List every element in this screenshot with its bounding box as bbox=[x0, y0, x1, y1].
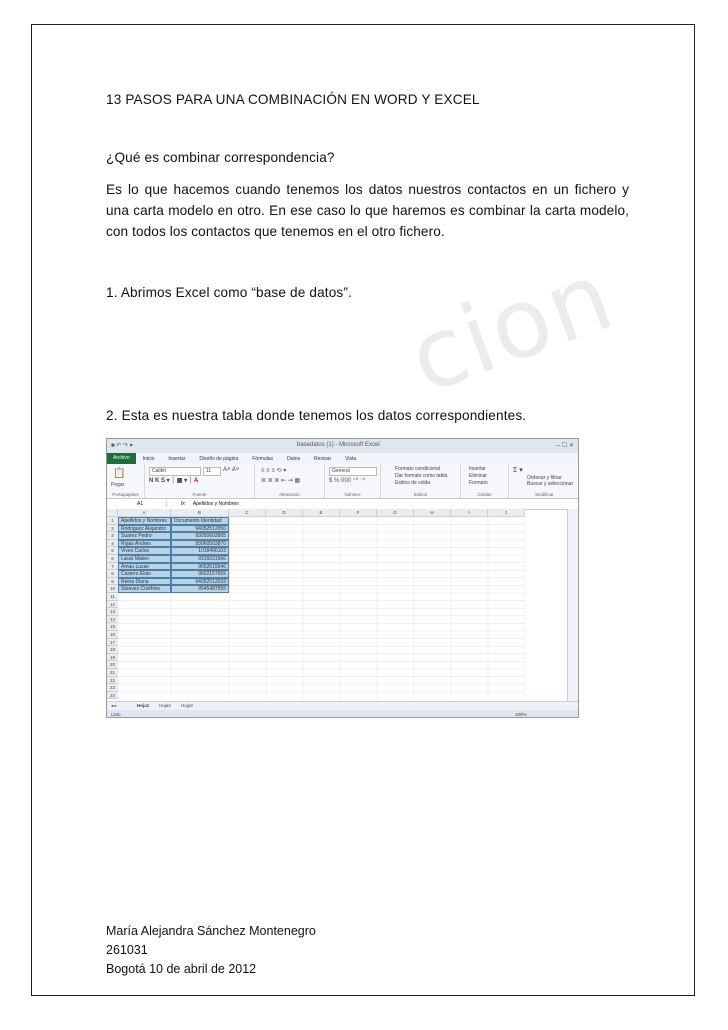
zoom-level[interactable]: 100% bbox=[515, 712, 527, 717]
row-header[interactable]: 5 bbox=[107, 547, 118, 555]
format-icons[interactable]: N K S ▾ │ ▦ ▾ │ A bbox=[149, 478, 199, 484]
table-cell[interactable]: 9652615546 bbox=[171, 563, 229, 571]
row-header[interactable]: 19 bbox=[107, 654, 118, 662]
table-cell[interactable]: Reina Diana bbox=[118, 578, 171, 586]
row-header[interactable]: 6 bbox=[107, 555, 118, 563]
student-code: 261031 bbox=[106, 943, 148, 957]
font-size-select[interactable]: 11 bbox=[203, 467, 221, 476]
footer bbox=[106, 922, 316, 979]
name-box[interactable]: A1 bbox=[107, 501, 167, 507]
sum-icon[interactable]: Σ ▾ bbox=[513, 467, 523, 474]
window-controls-icon: ─ ☐ ✕ bbox=[556, 443, 574, 449]
vertical-scrollbar[interactable] bbox=[567, 509, 578, 701]
header-cell[interactable]: Apellidos y Nombres bbox=[118, 517, 171, 525]
row-header[interactable]: 10 bbox=[107, 585, 118, 593]
number-format-select[interactable]: General bbox=[329, 467, 377, 476]
table-cell[interactable]: 94052512050 bbox=[171, 525, 229, 533]
paste-icon[interactable]: 📋 bbox=[113, 468, 126, 479]
grow-font-icon[interactable]: A˄ A˅ bbox=[223, 467, 240, 473]
tab-insertar[interactable]: Insertar bbox=[168, 455, 186, 462]
table-cell[interactable]: 9602157655 bbox=[171, 570, 229, 578]
column-header-c[interactable]: C bbox=[229, 509, 266, 517]
cells-item[interactable]: Eliminar bbox=[469, 473, 488, 479]
row-header[interactable]: 7 bbox=[107, 563, 118, 571]
status-bar bbox=[107, 710, 579, 718]
document-title: 13 PASOS PARA UNA COMBINACIÓN EN WORD Y EXCEL bbox=[106, 92, 480, 107]
group-label: Estilos bbox=[413, 492, 428, 497]
table-cell[interactable]: 94052512033 bbox=[171, 578, 229, 586]
tab-formulas[interactable]: Fórmulas bbox=[252, 455, 274, 462]
group-numero bbox=[325, 464, 381, 498]
row-header[interactable]: 22 bbox=[107, 677, 118, 685]
intro-paragraph: Es lo que hacemos cuando tenemos los datos nuestros contactos en un fichero y una carta modelo en otro. En ese caso lo que haremos es combinar la carta modelo, con todos los contactos que tenemos en el otro fichero. bbox=[106, 182, 629, 239]
sheet-tab-hoja1[interactable]: Hoja1 bbox=[137, 703, 150, 708]
tab-diseno[interactable]: Diseño de página bbox=[199, 455, 239, 462]
table-cell[interactable]: 93050603905 bbox=[171, 532, 229, 540]
column-header-e[interactable]: E bbox=[303, 509, 340, 517]
number-icons[interactable]: $ % 000 ⁺⁰ ⁻⁰ bbox=[329, 478, 366, 484]
group-label: Fuente bbox=[192, 492, 207, 497]
group-estilos bbox=[381, 464, 461, 498]
group-alineacion bbox=[255, 464, 325, 498]
excel-window-title: basedatos (1) - Microsoft Excel bbox=[297, 442, 380, 448]
row-header[interactable]: 4 bbox=[107, 540, 118, 548]
watermark: cion bbox=[395, 239, 628, 416]
row-header[interactable]: 11 bbox=[107, 593, 118, 601]
column-header-a[interactable]: A bbox=[118, 509, 171, 517]
paste-label: Pegar bbox=[111, 482, 125, 488]
tab-inicio[interactable]: Inicio bbox=[142, 455, 155, 462]
group-fuente bbox=[145, 464, 255, 498]
author-name: María Alejandra Sánchez Montenegro bbox=[106, 924, 316, 938]
group-label: Número bbox=[344, 492, 361, 497]
sheet-tab-hoja3[interactable]: Hoja3 bbox=[181, 703, 193, 708]
row-header[interactable]: 17 bbox=[107, 639, 118, 647]
styles-item[interactable]: Dar formato como tabla bbox=[395, 473, 448, 479]
table-cell[interactable]: Steeves Cristhine bbox=[118, 585, 171, 593]
row-header[interactable]: 23 bbox=[107, 684, 118, 692]
row-header[interactable]: 2 bbox=[107, 525, 118, 533]
find-select-button[interactable]: Buscar y seleccionar bbox=[527, 481, 574, 487]
group-label: Modificar bbox=[535, 492, 554, 497]
row-header[interactable]: 16 bbox=[107, 631, 118, 639]
styles-item[interactable]: Estilos de celda bbox=[395, 480, 431, 486]
row-header[interactable]: 9 bbox=[107, 578, 118, 586]
row-header[interactable]: 8 bbox=[107, 570, 118, 578]
column-header-j[interactable]: J bbox=[488, 509, 525, 517]
excel-title-bar bbox=[107, 439, 578, 453]
align-icons[interactable]: ≡ ≡ ≡ ⟲ ▾ bbox=[261, 468, 287, 474]
table-cell[interactable]: 9315031566 bbox=[171, 555, 229, 563]
styles-item[interactable]: Formato condicional bbox=[395, 466, 441, 472]
table-cell[interactable]: Amau Lucas bbox=[118, 563, 171, 571]
row-header[interactable]: 24 bbox=[107, 692, 118, 700]
table-cell[interactable]: Rojas Andres bbox=[118, 540, 171, 548]
fx-icon: fx bbox=[181, 501, 185, 507]
row-header[interactable]: 15 bbox=[107, 623, 118, 631]
row-header[interactable]: 20 bbox=[107, 661, 118, 669]
section-question: ¿Qué es combinar correspondencia? bbox=[106, 150, 335, 165]
cells-item[interactable]: Formato bbox=[469, 480, 488, 486]
header-cell[interactable]: Documento Identidad bbox=[171, 517, 229, 525]
ribbon-tabs bbox=[107, 453, 578, 464]
column-header-h[interactable]: H bbox=[414, 509, 451, 517]
column-header-d[interactable]: D bbox=[266, 509, 303, 517]
table-cell[interactable]: 9545487555 bbox=[171, 585, 229, 593]
row-header[interactable]: 1 bbox=[107, 517, 118, 525]
step-1: 1. Abrimos Excel como “base de datos”. bbox=[106, 285, 352, 300]
table-cell[interactable]: Suarez Pedro bbox=[118, 532, 171, 540]
tab-vista[interactable]: Vista bbox=[345, 455, 357, 462]
group-portapapeles bbox=[107, 464, 145, 498]
formula-input[interactable]: Apellidos y Nombres bbox=[192, 501, 239, 507]
ribbon bbox=[107, 464, 578, 499]
group-label: Celdas bbox=[477, 492, 492, 497]
row-header[interactable]: 14 bbox=[107, 616, 118, 624]
tab-revisar[interactable]: Revisar bbox=[314, 455, 332, 462]
row-header[interactable]: 3 bbox=[107, 532, 118, 540]
step-2: 2. Esta es nuestra tabla donde tenemos los datos correspondientes. bbox=[106, 408, 527, 423]
table-cell[interactable]: Rodriguez Alejandro bbox=[118, 525, 171, 533]
tab-archivo[interactable]: Archivo bbox=[107, 453, 136, 464]
table-cell[interactable]: Castero Elias bbox=[118, 570, 171, 578]
table-cell[interactable]: 1018466103 bbox=[171, 547, 229, 555]
table-cell[interactable]: Laras Mateo bbox=[118, 555, 171, 563]
sort-filter-button[interactable]: Ordenar y filtrar bbox=[527, 475, 562, 481]
row-header[interactable]: 13 bbox=[107, 608, 118, 616]
document-date: Bogotá 10 de abril de 2012 bbox=[106, 962, 257, 976]
tab-datos[interactable]: Datos bbox=[287, 455, 301, 462]
status-text: Listo bbox=[111, 712, 121, 717]
group-label: Alineación bbox=[279, 492, 300, 497]
row-header[interactable]: 18 bbox=[107, 646, 118, 654]
column-header-g[interactable]: G bbox=[377, 509, 414, 517]
column-header-b[interactable]: B bbox=[171, 509, 229, 517]
indent-icons[interactable]: ≣ ≣ ≣ ⇤ ⇥ ▦ bbox=[261, 478, 301, 484]
sheet-nav-icon[interactable]: ◂ ▸ bbox=[111, 703, 117, 708]
font-name-select[interactable]: Calibri bbox=[149, 467, 201, 476]
group-label: Portapapeles bbox=[112, 492, 139, 497]
column-header-i[interactable]: I bbox=[451, 509, 488, 517]
table-cell[interactable]: Vives Carlos bbox=[118, 547, 171, 555]
excel-screenshot bbox=[106, 438, 579, 718]
row-header[interactable]: 21 bbox=[107, 669, 118, 677]
sheet-tab-hoja2[interactable]: Hoja2 bbox=[159, 703, 171, 708]
column-header-f[interactable]: F bbox=[340, 509, 377, 517]
group-modificar bbox=[509, 464, 579, 498]
quick-access-icons: ■ ↶ ↷ ▾ bbox=[111, 443, 133, 449]
cells-item[interactable]: Insertar bbox=[469, 466, 486, 472]
row-header[interactable]: 12 bbox=[107, 601, 118, 609]
group-celdas bbox=[461, 464, 509, 498]
table-cell[interactable]: 93060503870 bbox=[171, 540, 229, 548]
